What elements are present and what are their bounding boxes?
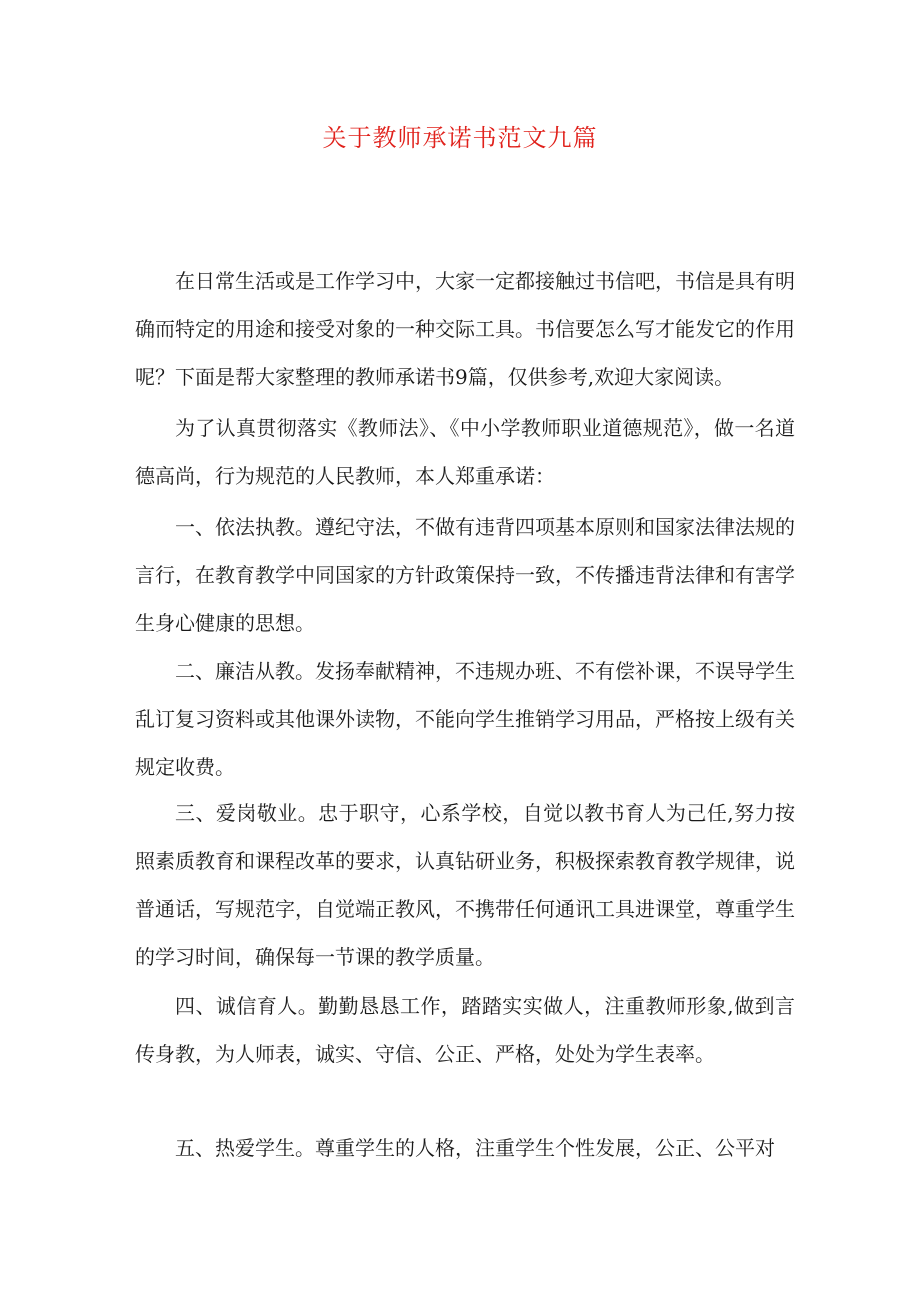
pledge-item-3: 三、爱岗敬业。忠于职守，心系学校，自觉以教书育人为己任,努力按照素质教育和课程改革的要求，认真钻研业务，积极探索教育教学规律，说普通话，写规范字，自觉端正教风，不携带任何通讯工具进课堂，尊重学生的学习时间，确保每一节课的教学质量。	[135, 801, 795, 969]
pledge-item-2: 二、廉洁从教。发扬奉献精神，不违规办班、不有偿补课，不误导学生乱订复习资料或其他课外读物，不能向学生推销学习用品，严格按上级有关规定收费。	[135, 659, 795, 779]
pledge-item-1: 一、依法执教。遵纪守法，不做有违背四项基本原则和国家法律法规的言行，在教育教学中同国家的方针政策保持一致，不传播违背法律和有害学生身心健康的思想。	[135, 515, 795, 635]
preamble-paragraph: 为了认真贯彻落实《教师法》、《中小学教师职业道德规范》，做一名道德高尚，行为规范的人民教师，本人郑重承诺：	[135, 416, 795, 488]
document-title: 关于教师承诺书范文九篇	[322, 124, 598, 152]
pledge-item-4: 四、诚信育人。勤勤恳恳工作，踏踏实实做人，注重教师形象,做到言传身教，为人师表，诚实、守信、公正、严格，处处为学生表率。	[135, 994, 795, 1066]
pledge-item-5: 五、热爱学生。尊重学生的人格，注重学生个性发展，公正、公平对	[175, 1136, 775, 1160]
intro-paragraph: 在日常生活或是工作学习中，大家一定都接触过书信吧，书信是具有明确而特定的用途和接受对象的一种交际工具。书信要怎么写才能发它的作用呢？下面是帮大家整理的教师承诺书9篇，仅供参考,欢迎大家阅读。	[135, 269, 795, 389]
